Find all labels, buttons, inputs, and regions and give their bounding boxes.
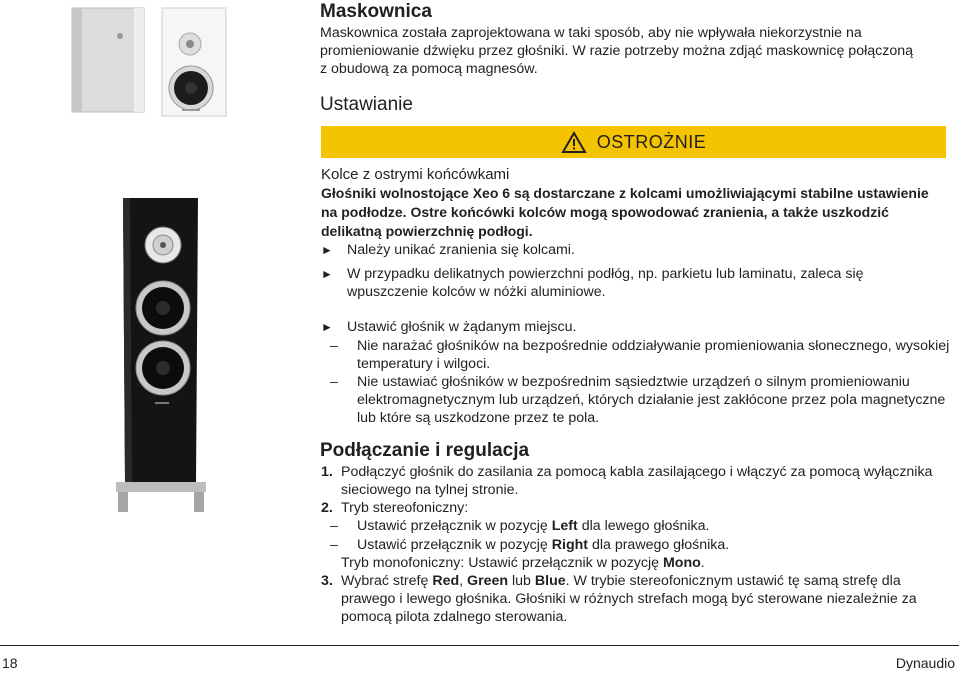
dash-bullet: – xyxy=(330,338,338,354)
mask-paragraph: Maskownica została zaprojektowana w taki sposób, aby nie wpływała niekorzystnie na promieniowanie dźwięku przez głośniki. W razie potrzeby można zdjąć maskownicę połączoną z obudową za pomocą magnesów. xyxy=(320,25,913,77)
section-title-mask: Maskownica xyxy=(320,1,432,22)
warning-text: Głośniki wolnostojące Xeo 6 są dostarczane z kolcami umożliwiającymi stabilne ustawienie na podłodze. Ostre końcówki kolców mogą spowodować zranienia, a także uszkodzić delikatną powierzchnię podłogi. xyxy=(321,185,929,239)
connect-step-2: 2. Tryb stereofoniczny: xyxy=(321,500,469,516)
warning-title: OSTROŻNIE xyxy=(596,131,707,152)
section-title-connect: Podłączanie i regulacja xyxy=(320,440,530,461)
placement-note: – Nie ustawiać głośników w bezpośrednim sąsiedztwie urządzeń o silnym promieniowaniu elektromagnetycznym lub urządzeń, których działanie jest zakłócone przez pola magnetyczne lub które są uszkodzone przez te pola. xyxy=(321,373,951,427)
warning-item: ► W przypadku delikatnych powierzchni podłóg, np. parkietu lub laminatu, zaleca się wpuszczenie kolców w nóżki aluminiowe. xyxy=(321,266,864,300)
speaker-front-image xyxy=(160,6,228,118)
connect-step-1: 1. Podłączyć głośnik do zasilania za pomocą kabla zasilającego i włączyć za pomocą wyłącznika sieciowego na tylnej stronie. xyxy=(321,464,933,498)
triangle-bullet-icon: ► xyxy=(321,320,333,334)
speaker-grille-image xyxy=(70,6,148,114)
placement-note: – Nie narażać głośników na bezpośrednie oddziaływanie promieniowania słonecznego, wysokiej temperatury i wilgoci. xyxy=(321,337,951,373)
warning-triangle-icon xyxy=(561,131,587,154)
dash-bullet: – xyxy=(330,518,338,534)
triangle-bullet-icon: ► xyxy=(321,267,333,281)
brand-name: Dynaudio xyxy=(895,655,955,671)
floor-speaker-image xyxy=(108,190,213,520)
dash-bullet: – xyxy=(330,537,338,553)
stereo-right-option: – Ustawić przełącznik w pozycję Right dla prawego głośnika. xyxy=(321,536,941,554)
page-number: 18 xyxy=(2,655,18,671)
footer-divider xyxy=(0,645,959,646)
warning-banner xyxy=(321,126,946,158)
placement-step: ► Ustawić głośnik w żądanym miejscu. xyxy=(321,319,577,335)
stereo-left-option: – Ustawić przełącznik w pozycję Left dla lewego głośnika. xyxy=(321,517,941,535)
dash-bullet: – xyxy=(330,374,338,390)
triangle-bullet-icon: ► xyxy=(321,243,333,257)
connect-step-3: 3. Wybrać strefę Red, Green lub Blue. W trybie stereofonicznym ustawić tę samą strefę dla prawego i lewego głośnika. Głośniki w różnych strefach mogą być sterowane niezależnie za pomocą pilota zdalnego sterowania. xyxy=(321,573,917,625)
mono-mode-line: Tryb monofoniczny: Ustawić przełącznik w pozycję Mono. xyxy=(341,555,705,571)
warning-subtitle: Kolce z ostrymi końcówkami xyxy=(321,166,510,183)
section-title-setup: Ustawianie xyxy=(320,94,413,115)
warning-item: ► Należy unikać zranienia się kolcami. xyxy=(321,242,575,258)
